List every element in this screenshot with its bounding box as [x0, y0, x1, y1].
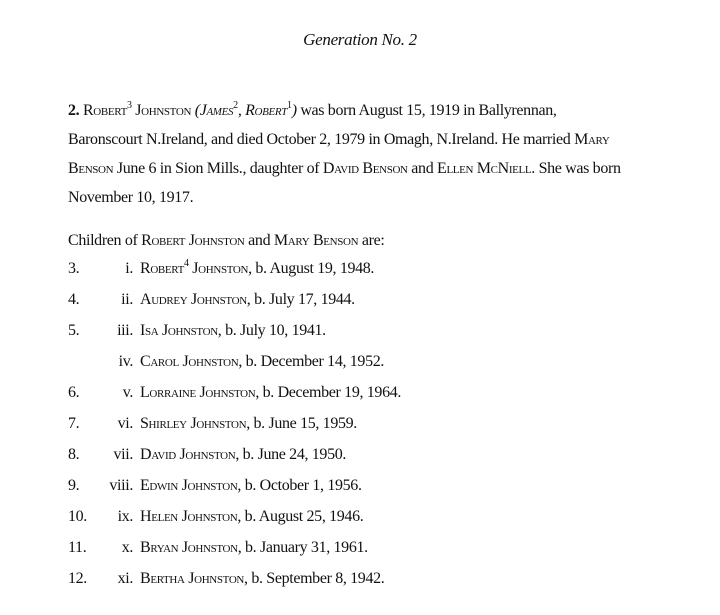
- child-surname: Johnston: [190, 415, 247, 432]
- child-name: Helen: [140, 508, 178, 525]
- generation-title: Generation No. 2: [303, 30, 417, 49]
- child-surname: Johnston: [181, 477, 238, 494]
- child-birth: , b. August 25, 1946.: [237, 508, 364, 525]
- person-generation: 3: [126, 99, 132, 111]
- child-row: [0, 322, 720, 348]
- child-roman: vi.: [117, 415, 133, 432]
- child-row: [0, 257, 720, 286]
- child-number: 7.: [68, 415, 80, 432]
- child-name: Audrey: [140, 291, 188, 308]
- ancestor-2-generation: 1: [287, 99, 292, 111]
- child-number: 3.: [68, 260, 80, 277]
- children-heading: [68, 232, 384, 250]
- children-heading-prefix: Children of: [68, 232, 142, 249]
- children-heading-mother: Mary Benson: [273, 232, 359, 249]
- spouse-name: Mary Benson: [68, 131, 610, 177]
- child-row: [0, 291, 720, 317]
- child-row: [0, 570, 720, 596]
- child-row: [0, 508, 720, 534]
- child-name: Isa: [140, 322, 159, 339]
- child-number: 5.: [68, 322, 80, 339]
- child-name: Edwin: [140, 477, 178, 494]
- entry-number: 2.: [68, 102, 80, 119]
- child-name: David: [140, 446, 176, 463]
- entry-text-3: and: [407, 160, 438, 177]
- child-birth: , b. December 19, 1964.: [255, 384, 402, 401]
- child-birth: , b. June 15, 1959.: [246, 415, 357, 432]
- child-text: [140, 539, 368, 557]
- person-entry: [68, 96, 628, 212]
- child-birth: , b. August 19, 1948.: [248, 260, 375, 277]
- child-text: [140, 446, 346, 464]
- entry-text-2: June 6 in Sion Mills., daughter of: [113, 160, 323, 177]
- child-name: Bryan: [140, 539, 179, 556]
- child-roman: xi.: [117, 570, 133, 587]
- person-surname: Johnston: [135, 102, 192, 119]
- child-surname: Johnston: [179, 446, 236, 463]
- child-name: Bertha: [140, 570, 185, 587]
- child-roman: viii.: [109, 477, 133, 494]
- child-number: 6.: [68, 384, 80, 401]
- child-row: [0, 477, 720, 503]
- child-text: [140, 257, 375, 278]
- child-text: [140, 291, 355, 309]
- child-number: 10.: [68, 508, 87, 525]
- child-birth: , b. September 8, 1942.: [244, 570, 385, 587]
- person-name: Robert: [82, 102, 127, 119]
- child-surname: Johnston: [162, 322, 218, 339]
- children-heading-suffix: are:: [358, 232, 385, 249]
- child-birth: , b. January 31, 1961.: [237, 539, 368, 556]
- child-surname: Johnston: [188, 570, 245, 587]
- child-surname: Johnston: [181, 508, 238, 525]
- child-text: [140, 508, 363, 526]
- child-number: 9.: [68, 477, 80, 494]
- ancestry-open: (: [194, 102, 200, 119]
- entry-text-4: . She was born November 10, 1917.: [68, 160, 621, 206]
- child-number: 4.: [68, 291, 80, 308]
- child-row: [0, 384, 720, 410]
- child-surname: Johnston: [199, 384, 256, 401]
- ancestor-2: Robert: [245, 102, 288, 119]
- child-name: Lorraine: [140, 384, 196, 401]
- child-number: 12.: [68, 570, 87, 587]
- child-number: 8.: [68, 446, 80, 463]
- child-text: [140, 322, 326, 340]
- child-surname: Johnston: [181, 539, 238, 556]
- child-surname: Johnston: [192, 260, 249, 277]
- child-roman: iv.: [118, 353, 133, 370]
- child-birth: , b. October 1, 1956.: [237, 477, 362, 494]
- mother-name: Ellen McNiell: [437, 160, 532, 177]
- child-row: [0, 446, 720, 472]
- ancestry-separator: ,: [237, 102, 246, 119]
- child-roman: i.: [125, 260, 133, 277]
- ancestry-close: ): [291, 102, 297, 119]
- child-roman: x.: [121, 539, 133, 556]
- ancestor-1-generation: 2: [233, 99, 238, 111]
- child-generation: 4: [183, 257, 189, 269]
- child-name: Carol: [140, 353, 179, 370]
- child-surname: Johnston: [182, 353, 239, 370]
- child-roman: iii.: [117, 322, 133, 339]
- child-row: [0, 539, 720, 565]
- child-name: Shirley: [140, 415, 187, 432]
- child-text: [140, 384, 401, 402]
- child-birth: , b. July 10, 1941.: [217, 322, 326, 339]
- children-heading-father: Robert Johnston: [141, 232, 245, 249]
- child-birth: , b. December 14, 1952.: [238, 353, 385, 370]
- child-roman: vii.: [113, 446, 133, 463]
- father-name: David Benson: [322, 160, 408, 177]
- child-text: [140, 570, 384, 588]
- child-text: [140, 415, 357, 433]
- ancestor-1: James: [199, 102, 234, 119]
- child-birth: , b. July 17, 1944.: [246, 291, 355, 308]
- child-text: [140, 353, 384, 371]
- child-roman: ix.: [117, 508, 133, 525]
- child-number: 11.: [68, 539, 87, 556]
- child-text: [140, 477, 362, 495]
- child-roman: ii.: [121, 291, 133, 308]
- child-roman: v.: [122, 384, 133, 401]
- child-row: [0, 415, 720, 441]
- child-birth: , b. June 24, 1950.: [235, 446, 347, 463]
- child-row: [0, 353, 720, 379]
- child-name: Robert: [140, 260, 184, 277]
- child-surname: Johnston: [191, 291, 247, 308]
- entry-text-1: was born August 15, 1919 in Ballyrennan, Baronscourt N.Ireland, and died October 2, 1979 in Omagh, N.Ireland. He married: [68, 102, 575, 148]
- children-heading-joiner: and: [244, 232, 274, 249]
